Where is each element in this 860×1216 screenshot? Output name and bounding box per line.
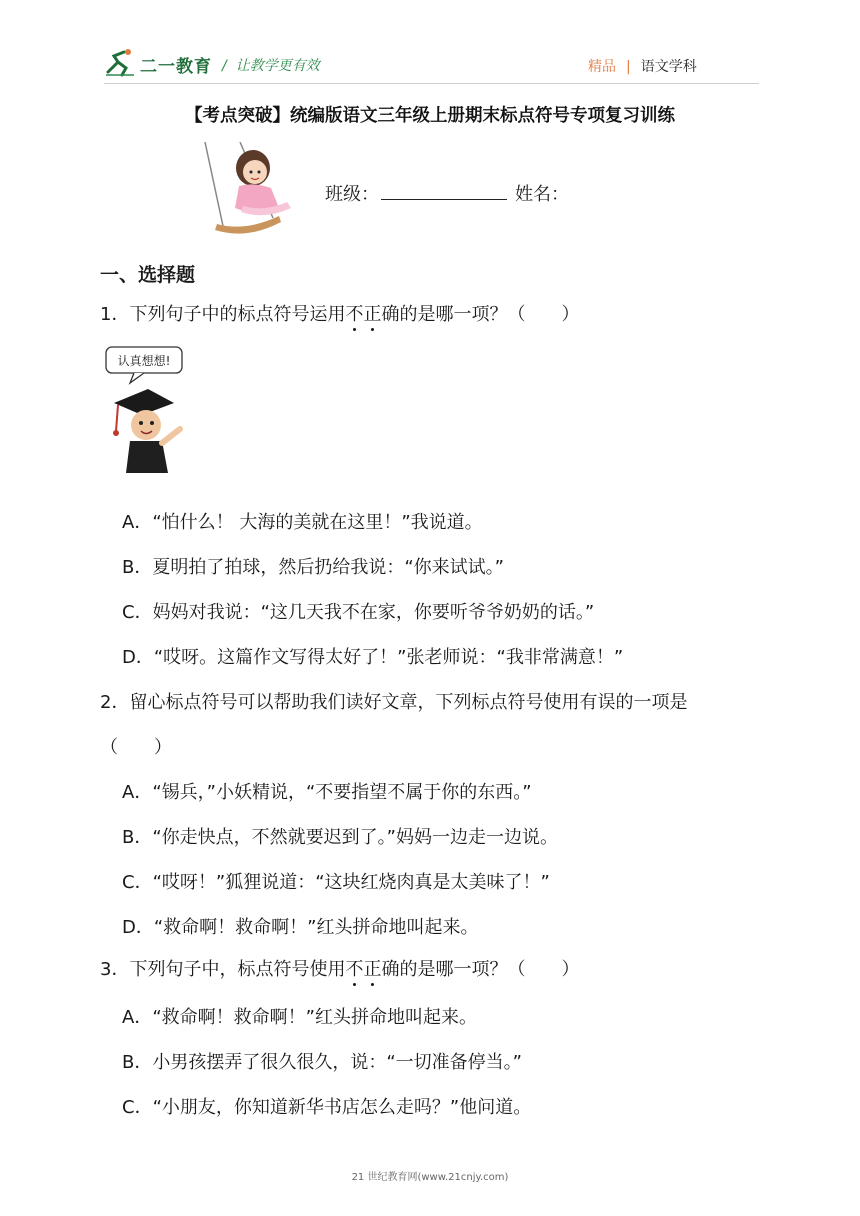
slogan-separator: / (222, 58, 227, 74)
subject-label: 语文学科 (640, 59, 697, 75)
section-title: 一、选择题 (100, 264, 196, 286)
question-2-line-1: 2．留心标点符号可以帮助我们读好文章，下列标点符号使用有误的一项是 (100, 692, 688, 713)
q3-option-a[interactable]: A．“救命啊！救命啊！”红头拼命地叫起来。 (122, 1007, 477, 1028)
student-info (325, 180, 569, 206)
question-text: 3．下列句子中，标点符号使用 (100, 959, 346, 980)
tag-divider: | (626, 59, 631, 75)
q3-option-c[interactable]: C．“小朋友，你知道新华书店怎么走吗？”他问道。 (122, 1097, 532, 1118)
q1-option-d[interactable]: D．“哎呀。这篇作文写得太好了！”张老师说：“我非常满意！” (122, 647, 624, 668)
q3-option-b[interactable]: B．小男孩摆弄了很久很久，说：“一切准备停当。” (122, 1052, 522, 1073)
header-divider (104, 83, 759, 84)
emphasized-char: 正 (363, 304, 382, 325)
girl-on-swing-illustration (195, 142, 305, 242)
graduate-boy-illustration (104, 345, 192, 477)
emphasized-char: 不 (345, 304, 364, 325)
name-label: 姓名： (515, 184, 569, 205)
question-1 (100, 300, 579, 326)
question-2-line-2: （ ） (100, 737, 172, 758)
slogan (222, 55, 320, 75)
q1-option-a[interactable]: A．“怕什么！ 大海的美就在这里！”我说道。 (122, 512, 483, 533)
class-label: 班级： (325, 184, 379, 205)
question-text: 确的是哪一项？（ ） (381, 959, 580, 980)
subject-tag (588, 56, 697, 76)
question-3 (100, 955, 579, 981)
runner-logo-icon (104, 48, 138, 78)
q2-option-d[interactable]: D．“救命啊！救命啊！”红头拼命地叫起来。 (122, 917, 479, 938)
q2-option-b[interactable]: B．“你走快点，不然就要迟到了。”妈妈一边走一边说。 (122, 827, 558, 848)
quality-tag: 精品 (588, 59, 616, 75)
slogan-text: 让教学更有效 (235, 58, 320, 74)
q1-option-b[interactable]: B．夏明拍了拍球，然后扔给我说：“你来试试。” (122, 557, 504, 578)
emphasized-char: 不 (345, 959, 364, 980)
q2-option-c[interactable]: C．“哎呀！”狐狸说道：“这块红烧肉真是太美味了！” (122, 872, 550, 893)
q2-option-a[interactable]: A．“锡兵，”小妖精说，“不要指望不属于你的东西。” (122, 782, 532, 803)
page-header (0, 0, 860, 90)
question-text: 确的是哪一项？（ ） (381, 304, 580, 325)
logo-text: 二一教育 (140, 57, 212, 77)
page-title: 【考点突破】统编版语文三年级上册期末标点符号专项复习训练 (185, 106, 675, 126)
class-blank[interactable] (381, 181, 507, 200)
page-footer: 21 世纪教育网(www.21cnjy.com) (351, 1172, 509, 1183)
sticker-text: 认真想想! (117, 354, 171, 368)
question-text: 1．下列句子中的标点符号运用 (100, 304, 346, 325)
q1-option-c[interactable]: C．妈妈对我说：“这几天我不在家，你要听爷爷奶奶的话。” (122, 602, 595, 623)
emphasized-char: 正 (363, 959, 382, 980)
